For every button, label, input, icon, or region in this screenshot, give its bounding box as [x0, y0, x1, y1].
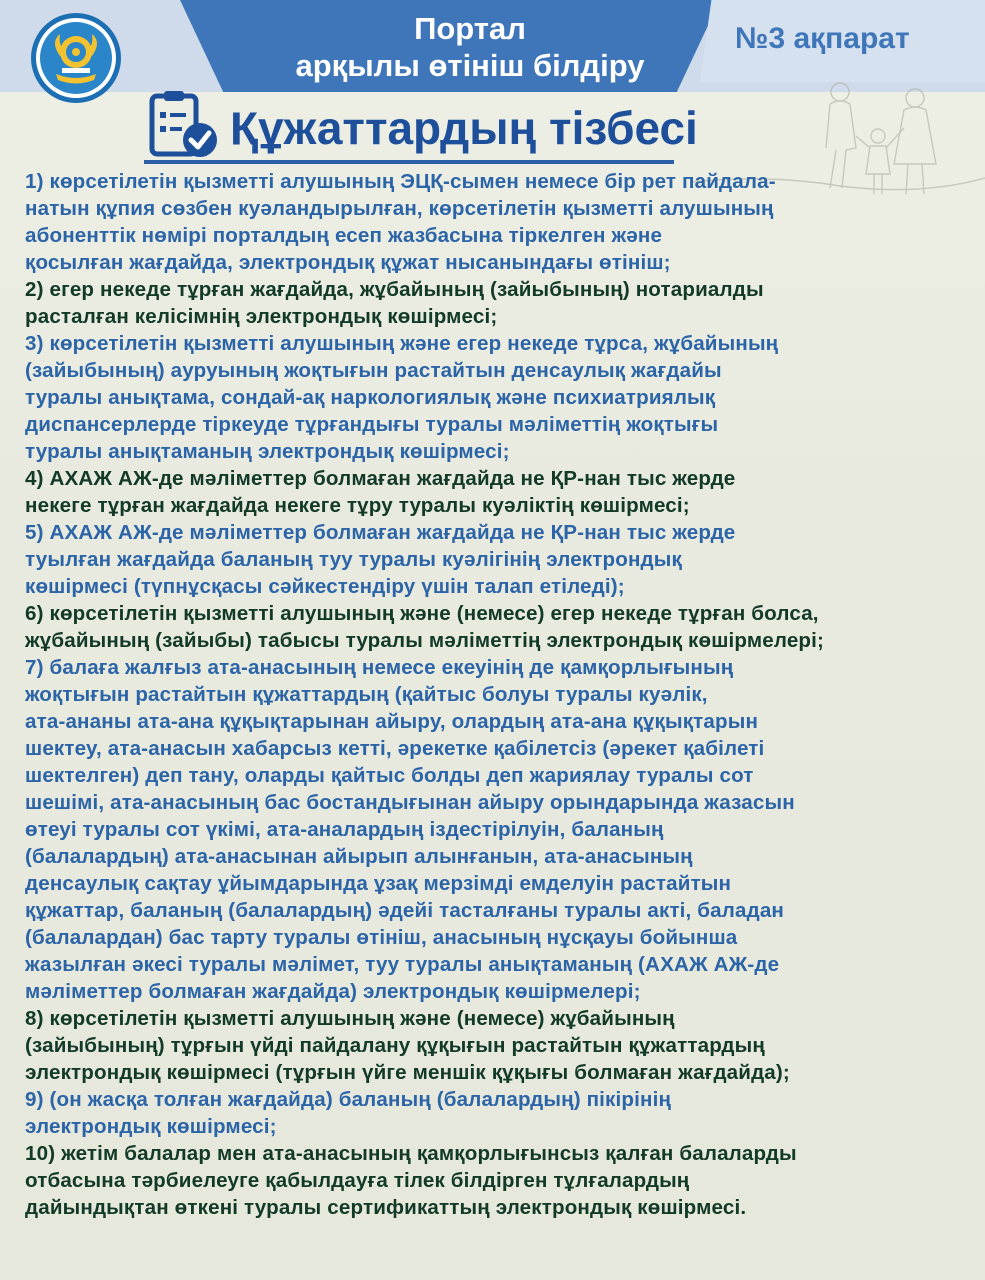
list-item: 3) көрсетілетін қызметті алушының және егер некеде тұрса, жұбайының (зайыбының) ауруының жоқтығын растайтын денсаулық жағдайы туралы анықтама, сондай-ақ наркологиялық және психиатриялық диспансерлерде тіркеуде тұрғандығы туралы мәліметтің жоқтығы туралы анықтаманың электрондық көшірмесі; — [25, 332, 779, 463]
list-item: 4) АХАЖ АЖ-де мәліметтер болмаған жағдайда не ҚР-нан тыс жерде некеге тұрған жағдайда некеге тұру туралы куәліктің көшірмесі; — [25, 467, 736, 517]
state-emblem-icon — [30, 12, 122, 104]
page-title: Құжаттардың тізбесі — [230, 102, 698, 154]
list-item: 8) көрсетілетін қызметті алушының және (немесе) жұбайының (зайыбының) тұрғын үйді пайдалану құқығын растайтын құжаттардың электрондық көшірмесі (тұрғын үйге меншік құқығы болмаған жағдайда); — [25, 1007, 790, 1084]
title-underline — [144, 160, 674, 164]
document-list — [25, 168, 983, 1221]
list-item: 9) (он жасқа толған жағдайда) баланың (балалардың) пікірінің электрондық көшірмесі; — [25, 1088, 672, 1138]
list-item: 6) көрсетілетін қызметті алушының және (немесе) егер некеде тұрған болса, жұбайының (зайыбы) табысы туралы мәліметтің электрондық көшірмелері; — [25, 602, 825, 652]
list-item: 2) егер некеде тұрған жағдайда, жұбайының (зайыбының) нотариалды расталған келісімнің электрондық көшірмесі; — [25, 278, 764, 328]
info-number-badge: №3 ақпарат — [735, 22, 910, 55]
list-item: 7) балаға жалғыз ата-анасының немесе екеуінің де қамқорлығының жоқтығын растайтын құжаттардың (қайтыс болуы туралы куәлік, ата-ананы ата-ана құқықтарынан айыру, олардың ата-ана құқықтарын шектеу, ата-анасын хабарсыз кетті, әрекетке қабілетсіз (әрекет қабілеті шектелген) деп тану, оларды қайтыс болды деп жариялау туралы сот шешімі, ата-анасының бас бостандығынан айыру орындарында жазасын өтеуі туралы сот үкімі, ата-аналардың іздестірілуін, баланың (балалардың) ата-анасынан айырып алынғанын, ата-анасының денсаулық сақтау ұйымдарында ұзақ мерзімді емделуін растайтын құжаттар, баланың (балалардың) әдейі тасталғаны туралы акті, баладан (балалардан) бас тарту туралы өтініш, анасының нұсқауы бойынша жазылған әкесі туралы мәлімет, туу туралы анықтаманың (АХАЖ АЖ-де мәліметтер болмаған жағдайда) электрондық көшірмелері; — [25, 656, 795, 1003]
list-item: 5) АХАЖ АЖ-де мәліметтер болмаған жағдайда не ҚР-нан тыс жерде туылған жағдайда баланың туу туралы куәлігінің электрондық көшірмесі (түпнұсқасы сәйкестендіру үшін талап етіледі); — [25, 521, 736, 598]
clipboard-check-icon — [146, 90, 220, 162]
list-item: 10) жетім балалар мен ата-анасының қамқорлығынсыз қалған балаларды отбасына тәрбиелеуге қабылдауға тілек білдірген тұлғалардың дайындықтан өткені туралы сертификаттың электрондық көшірмесі. — [25, 1142, 797, 1219]
list-item: 1) көрсетілетін қызметті алушының ЭЦҚ-сымен немесе бір рет пайдала- натын құпия сөзбен куәландырылған, көрсетілетін қызметті алушының абоненттік нөмірі порталдың есеп жазбасына тіркелген және қосылған жағдайда, электрондық құжат нысанындағы өтініш; — [25, 170, 776, 274]
banner-title: Портал арқылы өтініш білдіру — [295, 11, 645, 83]
